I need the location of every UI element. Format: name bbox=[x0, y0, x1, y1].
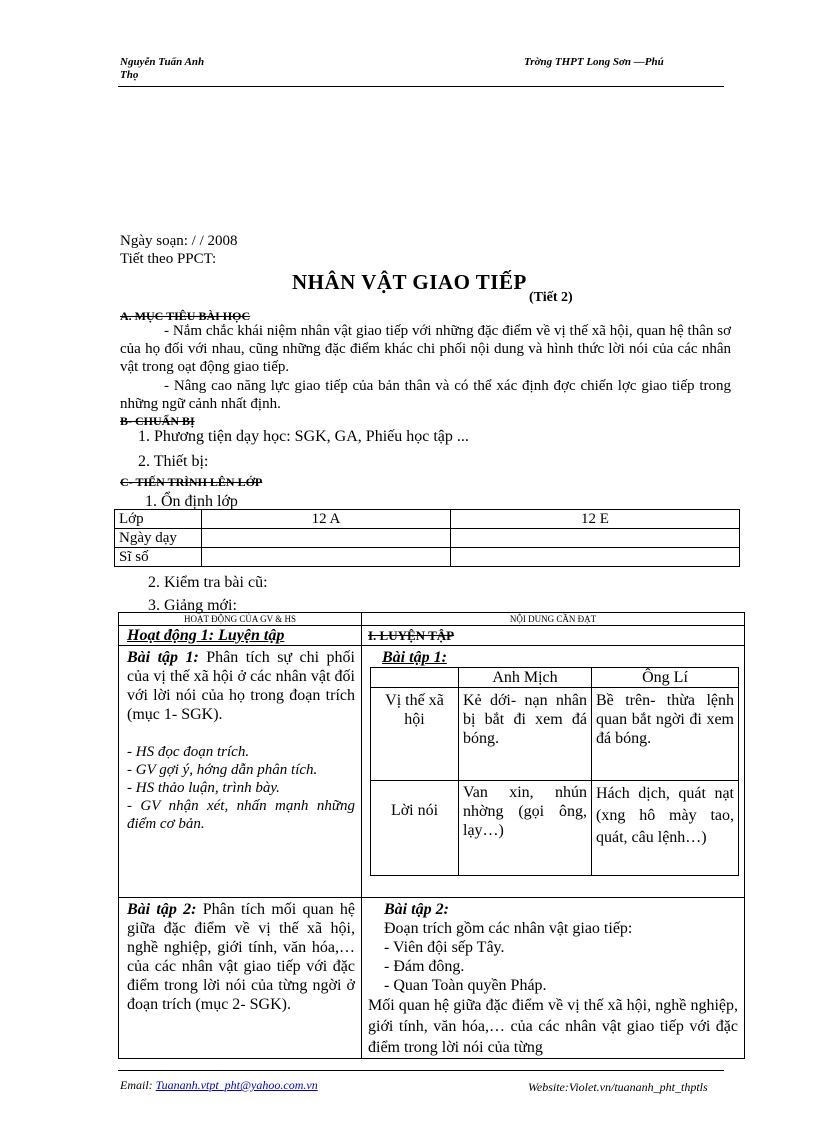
class-table-cell bbox=[202, 529, 451, 548]
bt2-activity-cell bbox=[119, 898, 362, 1059]
section-a-p2: - Nâng cao năng lực giao tiếp của bản thân và có thể xác định đợc chiến lợc giao tiếp trong những ngữ cảnh nhất định. bbox=[120, 378, 731, 412]
header-author-cont: Thọ bbox=[120, 69, 139, 81]
bt1-answer-title: Bài tập 1: bbox=[382, 649, 447, 666]
section-c-item1: 1. Ổn định lớp bbox=[145, 493, 238, 510]
class-table-row bbox=[115, 548, 740, 567]
bt2-text: Phân tích mối quan hệ giữa đặc điểm về vị thế xã hội, nghề nghiệp, giới tính, văn hóa,… của các nhân vật giao tiếp với đặc điểm trong lời nói của từng ngời ở đoạn trích (mục 2- SGK). bbox=[127, 901, 356, 1013]
class-table bbox=[114, 509, 740, 567]
bt1-title: Bài tập 1: bbox=[127, 649, 199, 666]
class-table-row bbox=[115, 510, 740, 529]
website-label: Website: bbox=[528, 1080, 569, 1094]
role-cell: Bề trên- thừa lệnh quan bắt ngời đi xem đá bóng. bbox=[592, 688, 739, 781]
role-cell: Van xin, nhún nhờng (gọi ông, lạy…) bbox=[459, 781, 592, 876]
footer-rule bbox=[118, 1070, 724, 1071]
class-table-cell bbox=[202, 548, 451, 567]
header-rule bbox=[118, 86, 724, 87]
section-i-heading: I. LUYỆN TẬP bbox=[362, 626, 745, 646]
footer-email bbox=[120, 1078, 318, 1093]
header-school: Trờng THPT Long Sơn —Phú bbox=[524, 56, 664, 68]
bt1-step: - HS đọc đoạn trích. bbox=[127, 744, 250, 760]
class-table-cell: 12 E bbox=[451, 510, 740, 529]
class-table-cell: 12 A bbox=[202, 510, 451, 529]
bt2-title: Bài tập 2: bbox=[127, 901, 197, 918]
page-title: NHÂN VẬT GIAO TIẾP bbox=[292, 270, 527, 294]
section-b-item1: 1. Phương tiện dạy học: SGK, GA, Phiếu học tập ... bbox=[138, 428, 469, 445]
bt1-step: - GV nhận xét, nhấn mạnh những điểm cơ bản. bbox=[127, 798, 355, 832]
section-a-p1: - Nắm chắc khái niệm nhân vật giao tiếp với những đặc điểm về vị thế xã hội, quan hệ thân sơ của họ đối với nhau, cũng những đặc điểm khác chi phối nội dung và hình thức lời nói của các nhân vật trong oạt động giao tiếp. bbox=[120, 323, 731, 375]
page-subtitle: (Tiết 2) bbox=[529, 290, 573, 305]
bt1-content-cell bbox=[362, 646, 745, 898]
section-b-heading: B- CHUẨN BỊ bbox=[120, 414, 195, 428]
role-label: Vị thế xã hội bbox=[371, 688, 459, 781]
email-link[interactable]: Tuananh.vtpt_pht@yahoo.com.vn bbox=[155, 1078, 318, 1092]
bt1-prompt bbox=[127, 648, 355, 724]
section-c-item2: 2. Kiểm tra bài cũ: bbox=[148, 574, 268, 591]
section-a-heading: A. MỤC TIÊU BÀI HỌC bbox=[120, 309, 251, 323]
bt1-activity-cell bbox=[119, 646, 362, 898]
bt1-step: - GV gợi ý, hớng dẫn phân tích. bbox=[127, 762, 318, 778]
class-table-cell bbox=[451, 529, 740, 548]
email-label: Email: bbox=[120, 1078, 153, 1092]
class-table-cell: Ngày dạy bbox=[115, 529, 202, 548]
role-header: Anh Mịch bbox=[459, 668, 592, 688]
activity-1-heading: Hoạt động 1: Luyện tập bbox=[119, 626, 362, 646]
bt2-answer-title: Bài tập 2: bbox=[384, 901, 449, 918]
role-header bbox=[371, 668, 459, 688]
class-table-row bbox=[115, 529, 740, 548]
section-b-item2: 2. Thiết bị: bbox=[138, 453, 209, 470]
bt2-answer-line: Đoạn trích gồm các nhân vật giao tiếp: bbox=[384, 920, 633, 937]
footer-website bbox=[528, 1080, 708, 1095]
bt2-content-cell bbox=[362, 898, 745, 1059]
header-author: Nguyễn Tuấn Anh bbox=[120, 56, 205, 68]
bt1-step: - HS thảo luận, trình bày. bbox=[127, 780, 280, 796]
bt2-answer-line: - Đám đông. bbox=[384, 958, 465, 975]
class-table-cell: Lớp bbox=[115, 510, 202, 529]
role-label: Lời nói bbox=[371, 781, 459, 876]
role-cell: Hách dịch, quát nạt (xng hô mày tao, quát, câu lệnh…) bbox=[592, 781, 739, 876]
bt2-answer-line: - Quan Toàn quyền Pháp. bbox=[384, 977, 547, 994]
date-line: Ngày soạn: / / 2008 bbox=[120, 233, 238, 249]
section-c-heading: C- TIẾN TRÌNH LÊN LỚP bbox=[120, 475, 263, 489]
role-header: Ông Lí bbox=[592, 668, 739, 688]
lesson-table bbox=[118, 612, 745, 1059]
col1-header: HOẠT ĐỘNG CỦA GV & HS bbox=[119, 613, 362, 626]
website-link[interactable]: Violet.vn/tuananh_pht_thptls bbox=[568, 1080, 708, 1094]
role-cell: Kẻ dới- nạn nhân bị bắt đi xem đá bóng. bbox=[459, 688, 592, 781]
bt2-answer-para: Mối quan hệ giữa đặc điểm về vị thế xã hội, nghề nghiệp, giới tính, văn hóa,… của các nhân vật giao tiếp với đặc điểm trong lời nói của từng bbox=[368, 997, 738, 1056]
bt1-text: Phân tích sự chi phối của vị thế xã hội ở các nhân vật đối với lời nói của họ trong đoạn trích (mục 1- SGK). bbox=[127, 649, 356, 723]
role-table bbox=[370, 667, 739, 876]
class-table-cell: Sĩ số bbox=[115, 548, 202, 567]
col2-header: NỘI DUNG CẦN ĐẠT bbox=[362, 613, 745, 626]
bt2-answer-line: - Viên đội sếp Tây. bbox=[384, 939, 505, 956]
lesson-line: Tiết theo PPCT: bbox=[120, 251, 217, 267]
section-c-item3: 3. Giảng mới: bbox=[148, 597, 237, 614]
class-table-cell bbox=[451, 548, 740, 567]
